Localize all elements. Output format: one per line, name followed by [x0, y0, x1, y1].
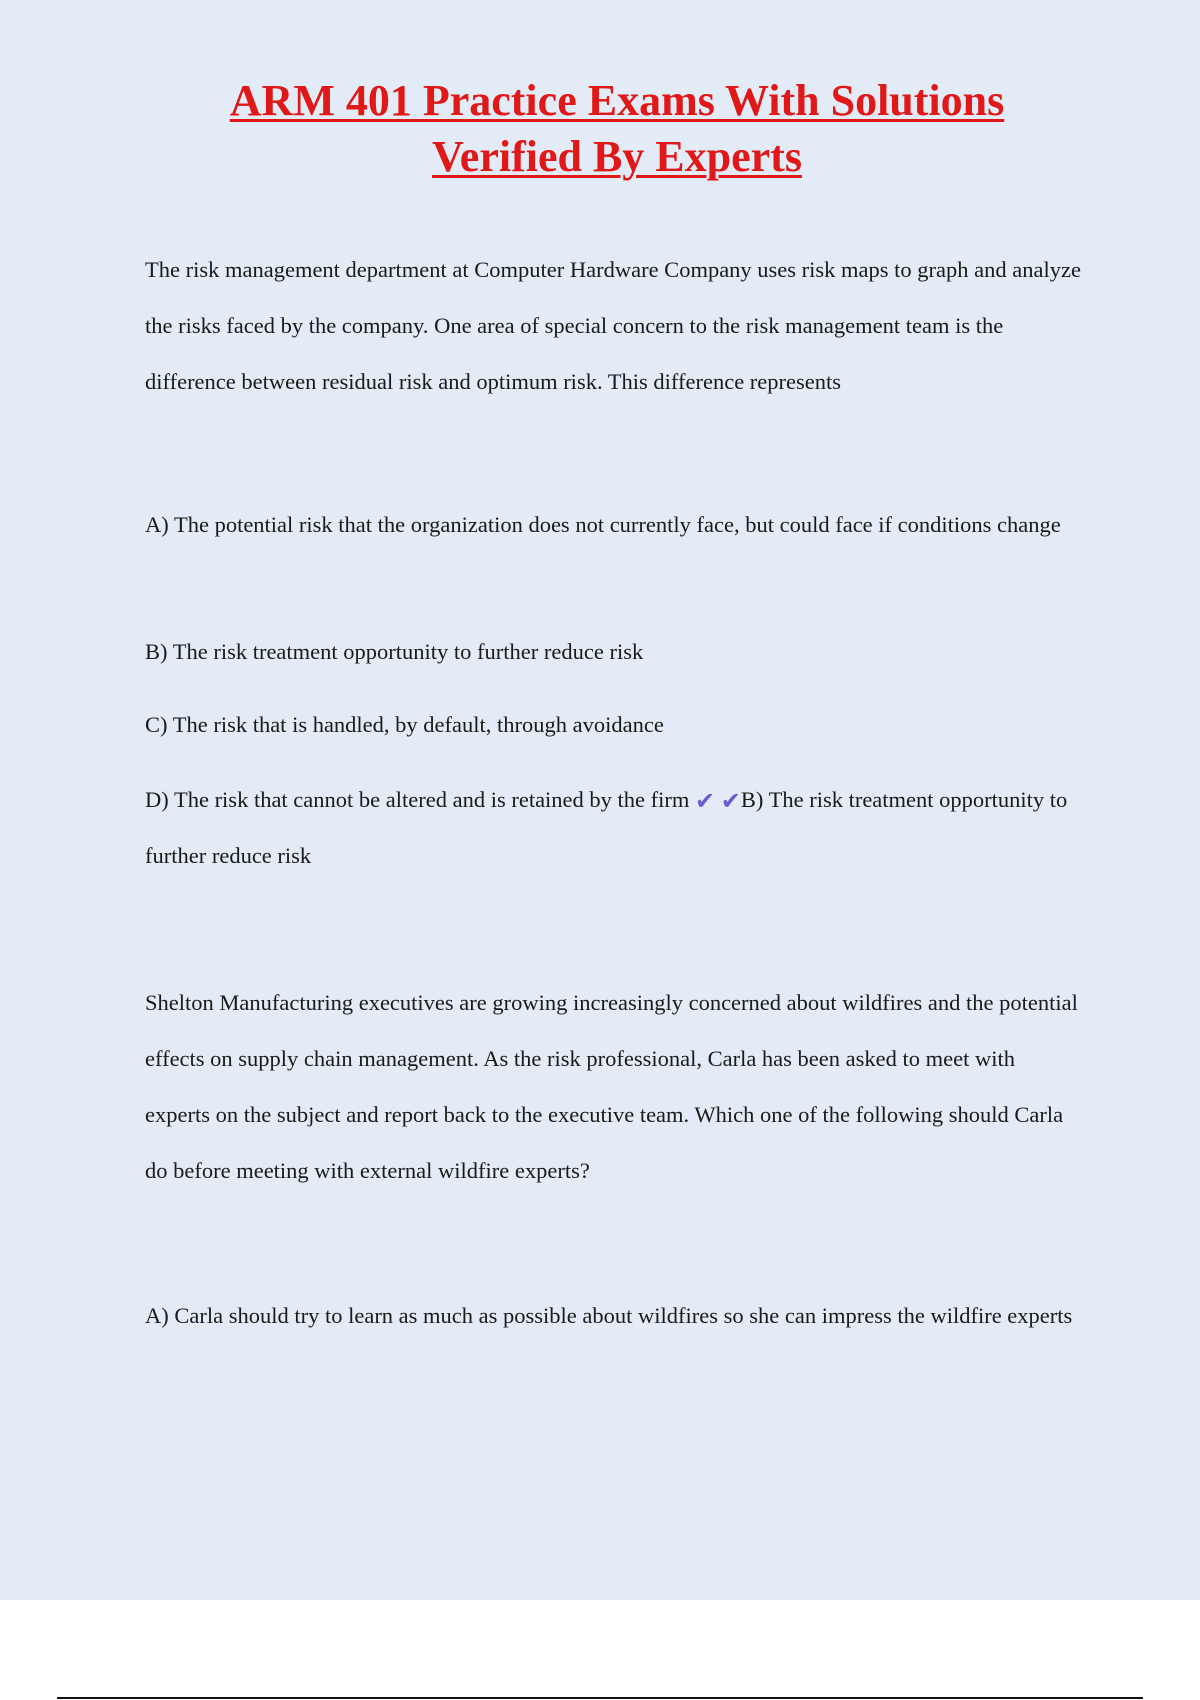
title-line-1: ARM 401 Practice Exams With Solutions — [229, 76, 1005, 125]
question-1-option-d-with-answer — [145, 772, 1085, 884]
checkmark-icon: ✔ — [695, 787, 716, 815]
question-1-text: The risk management department at Computer Hardware Company uses risk maps to graph and analyze the risks faced by the company. One area of special concern to the risk management team is the difference between residual risk and optimum risk. This difference represents — [145, 257, 1081, 394]
question-1-answer: B) The risk treatment opportunity to further reduce risk — [145, 787, 1068, 868]
document-title — [0, 73, 1200, 185]
footer-divider — [57, 1697, 1143, 1699]
question-1-option-b: B) The risk treatment opportunity to further reduce risk — [145, 639, 644, 664]
question-1-option-a: A) The potential risk that the organization does not currently face, but could face if conditions change — [145, 512, 1061, 537]
question-2-text: Shelton Manufacturing executives are growing increasingly concerned about wildfires and the potential effects on supply chain management. As the risk professional, Carla has been asked to meet with experts on the subject and report back to the executive team. Which one of the following should Carla do before meeting with external wildfire experts? — [145, 990, 1078, 1183]
question-1-option-c: C) The risk that is handled, by default, through avoidance — [145, 712, 664, 737]
checkmark-icon: ✔ — [720, 787, 741, 815]
question-2-option-a: A) Carla should try to learn as much as possible about wildfires so she can impress the wildfire experts — [145, 1303, 1073, 1328]
question-1-option-d: D) The risk that cannot be altered and is retained by the firm — [145, 787, 690, 812]
title-line-2: Verified By Experts — [432, 132, 802, 181]
